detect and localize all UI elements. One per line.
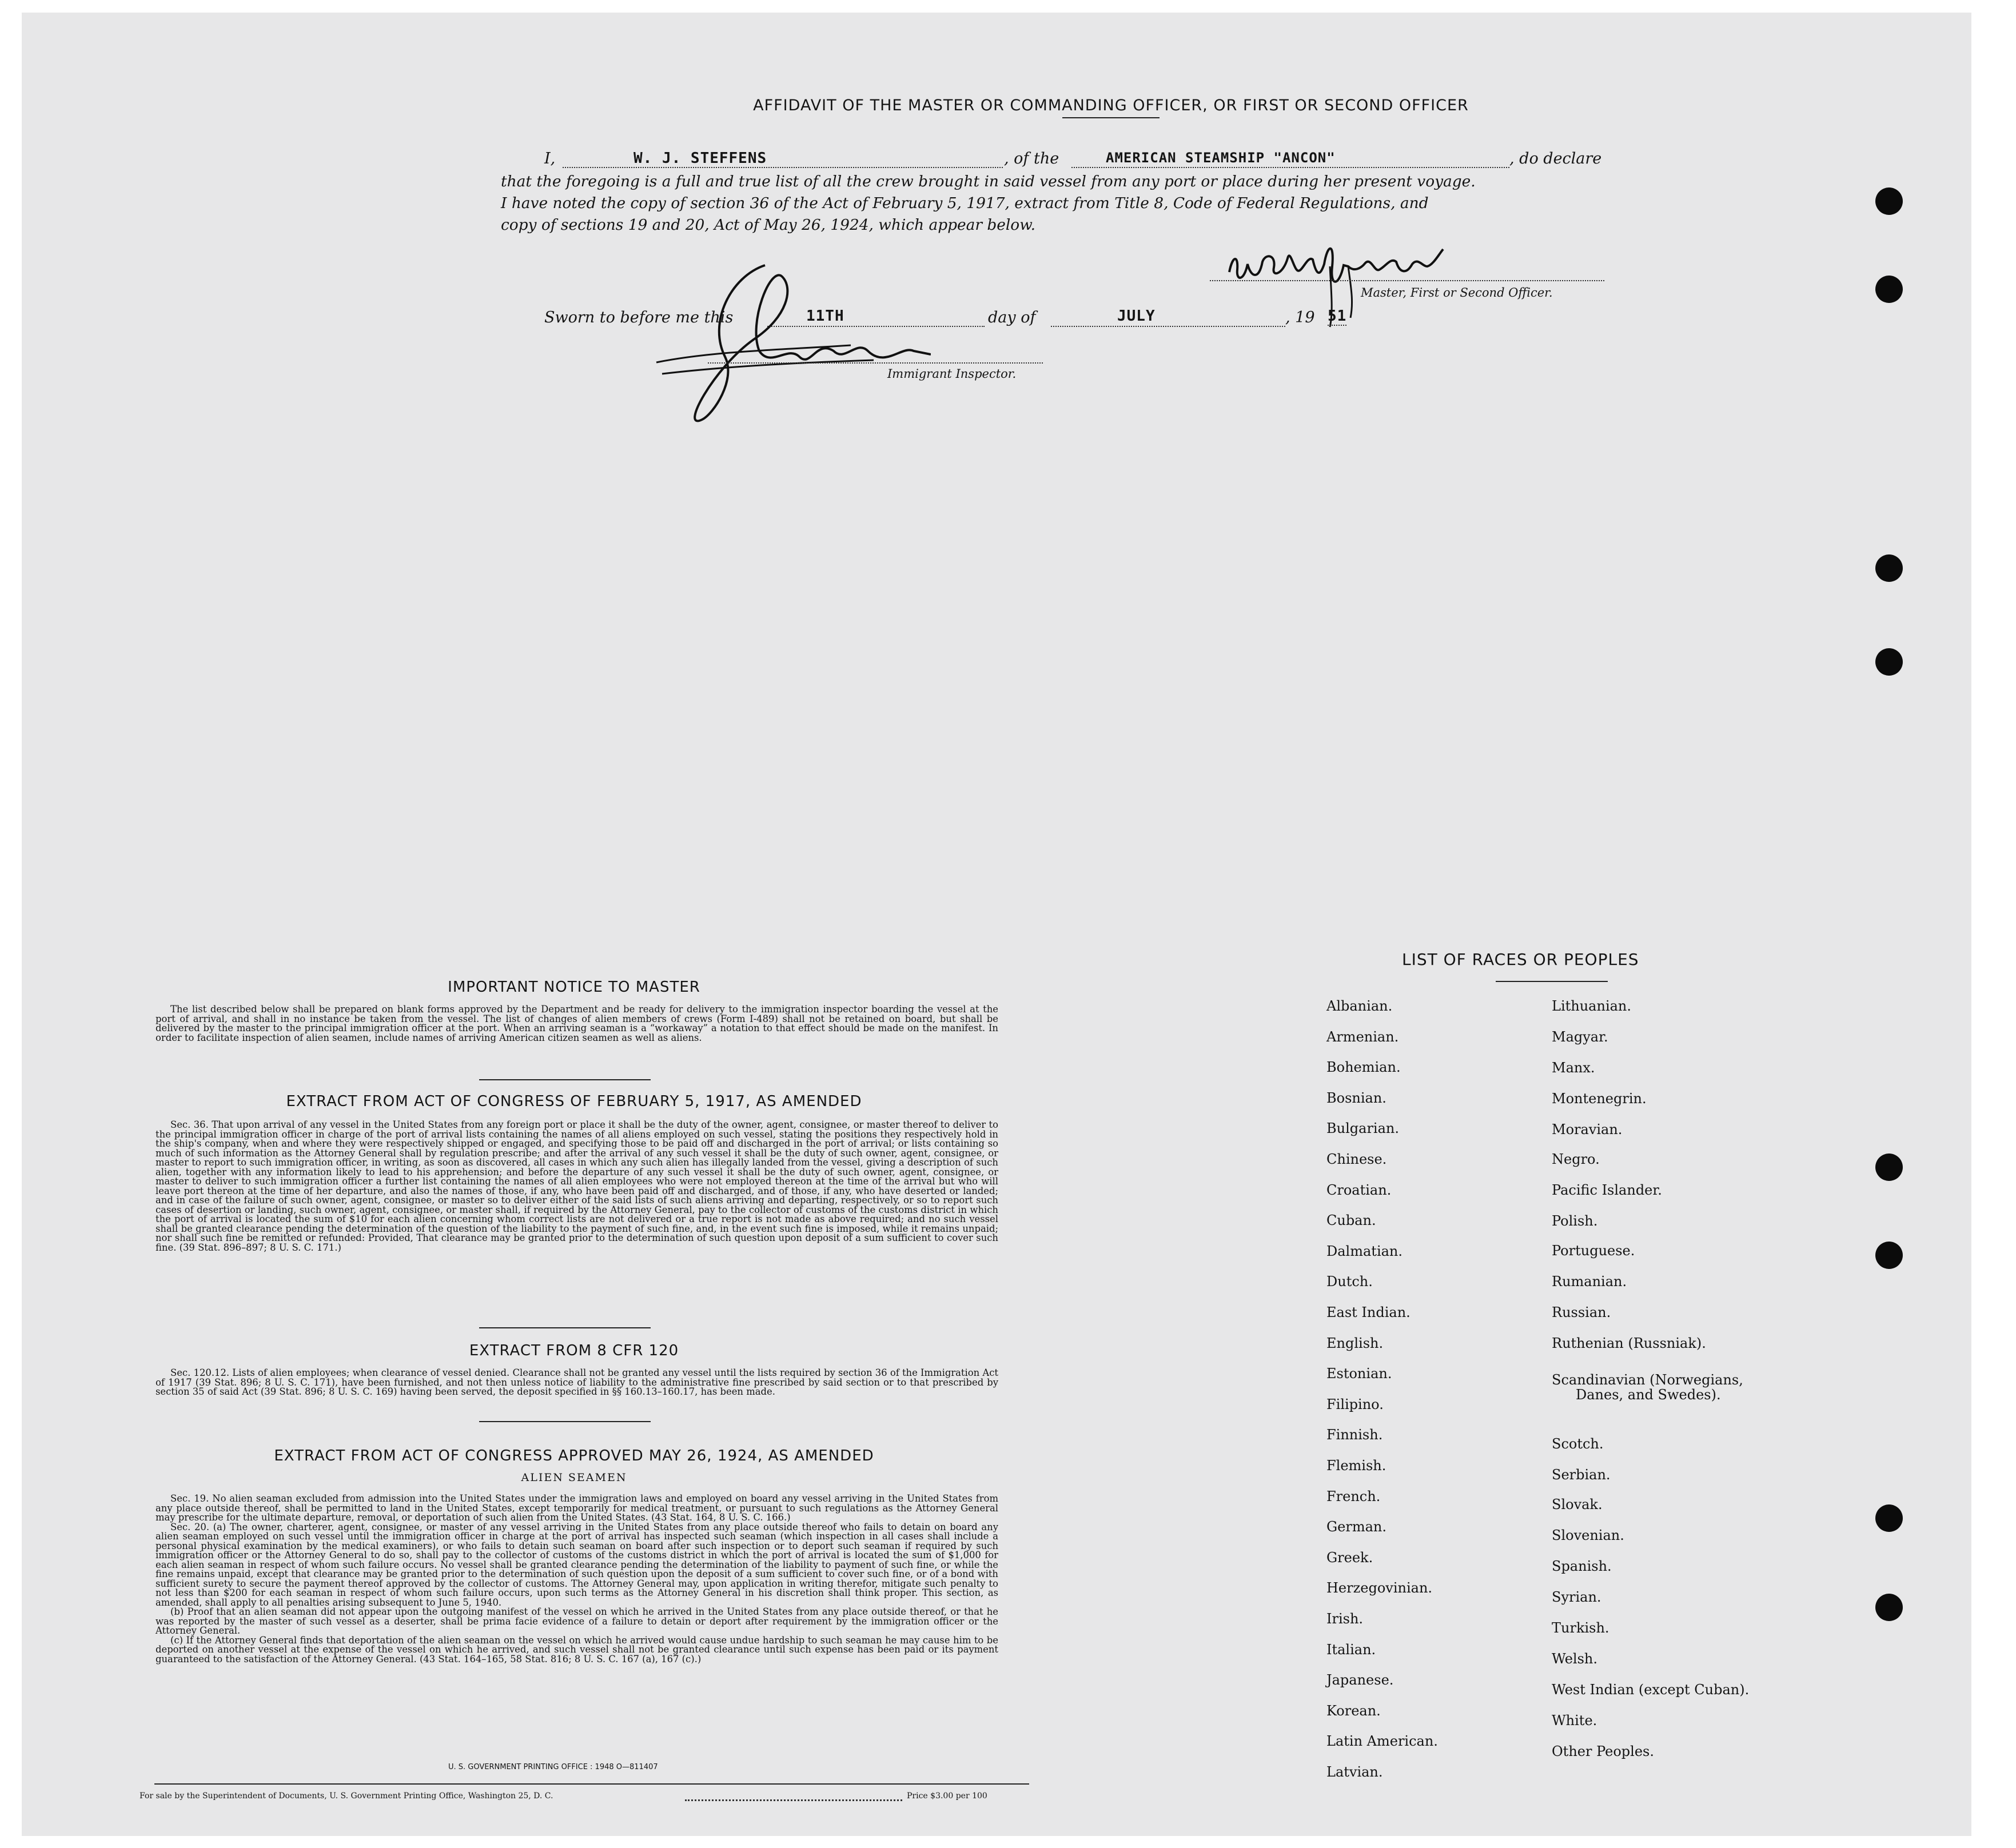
race-left-item-4: Bulgarian.	[1326, 1120, 1399, 1137]
race-right-item-9: Rumanian.	[1552, 1274, 1627, 1290]
extract-1924-title: EXTRACT FROM ACT OF CONGRESS APPROVED MAY 26, 1924, AS AMENDED	[274, 1447, 874, 1464]
sec-20b-paragraph: (b) Proof that an alien seaman did not appear upon the outgoing manifest of the vessel on which he arrived in the United States from any place outside thereof, or that he was reported by the master of such vessel as a deserter, shall be prima facie evidence of a failure to detain or deport after requirement by the immigration officer or the Attorney General.	[156, 1606, 998, 1636]
punch-hole	[1875, 648, 1903, 676]
race-right-item-16: Slovak.	[1552, 1496, 1603, 1512]
race-left-item-10: East Indian.	[1326, 1304, 1411, 1320]
affidavit-title: AFFIDAVIT OF THE MASTER OR COMMANDING OFFICER, OR FIRST OR SECOND OFFICER	[753, 97, 1469, 114]
race-left-item-24: Latin American.	[1326, 1733, 1438, 1750]
extract-1924-text	[156, 1494, 998, 1664]
day-of-label: day of	[988, 309, 1036, 326]
section-rule	[479, 1079, 651, 1080]
extract-cfr-title: EXTRACT FROM 8 CFR 120	[469, 1342, 679, 1359]
section-rule	[479, 1327, 651, 1328]
race-left-item-1: Armenian.	[1326, 1028, 1399, 1045]
price-notice: Price $3.00 per 100	[907, 1791, 987, 1801]
race-left-item-3: Bosnian.	[1326, 1089, 1387, 1106]
form-sheet	[22, 13, 1971, 1836]
extract-1917-title: EXTRACT FROM ACT OF CONGRESS OF FEBRUARY 5, 1917, AS AMENDED	[286, 1093, 862, 1110]
sec-36-paragraph: Sec. 36. That upon arrival of any vessel in the United States from any foreign port or place it shall be the duty of the owner, agent, consignee, or master thereof to deliver to the principal immigration officer in charge of the port of arrival lists containing the names of all aliens employed on such vessel, stating the positions they respectively hold in the ship's company, when and where they were respectively shipped or engaged, and specifying those to be paid off and discharged in the port of arrival; or lists containing so much of such information as the Attorney General shall by regulation prescribe; and after the arrival of any such vessel it shall be the duty of such owner, agent, consignee, or master to report to such immigration officer, in writing, as soon as discovered, all cases in which any such alien has illegally landed from the vessel, giving a description of such alien, together with any information likely to lead to his apprehension; and before the departure of any such vessel it shall be the duty of such owner, agent, consignee, or master to deliver to such immigration officer a further list containing the names of all alien employees who were not employed thereon at the time of the arrival but who will leave port thereon at the time of her departure, and also the names of those, if any, who have been paid off and discharged, and of those, if any, who have deserted or landed; and in case of the failure of such owner, agent, consignee, or master so to deliver either of the said lists of such aliens arriving and departing, respectively, or so to report such cases of desertion or landing, such owner, agent, consignee, or master shall, if required by the Attorney General, pay to the collector of customs of the customs district in which the port of arrival is located the sum of $10 for each alien concerning whom correct lists are not delivered or a true report is not made as above required; and no such vessel shall be granted clearance pending the determination of the question of the liability to the payment of such fine, and, in the event such fine is imposed, while it remains unpaid; nor shall such fine be remitted or refunded: Provided, That clearance may be granted prior to the determination of such question upon deposit of a sum sufficient to cover such fine. (39 Stat. 896–897; 8 U. S. C. 171.)	[156, 1119, 998, 1253]
race-right-item-24: Other Peoples.	[1552, 1743, 1654, 1759]
races-title: LIST OF RACES OR PEOPLES	[1402, 950, 1639, 969]
i-label: I,	[544, 150, 556, 167]
race-right-item-18: Spanish.	[1552, 1558, 1612, 1574]
race-right-item-14: Scotch.	[1552, 1436, 1604, 1452]
punch-hole	[1875, 1242, 1903, 1269]
race-left-item-6: Croatian.	[1326, 1182, 1392, 1198]
race-left-item-22: Japanese.	[1326, 1672, 1394, 1689]
race-right-item-0: Lithuanian.	[1552, 998, 1632, 1014]
section-rule	[479, 1421, 651, 1422]
race-right-item-3: Montenegrin.	[1552, 1091, 1647, 1107]
race-left-item-19: Herzegovinian.	[1326, 1580, 1433, 1596]
sec-19-paragraph: Sec. 19. No alien seaman excluded from admission into the United States under the immigration laws and employed on board any vessel arriving in the United States from any place outside thereof, shall be permitted to land in the United States, except temporarily for medical treatment, or pursuant to such regulations as the Attorney General may prescribe for the ultimate departure, removal, or deportation of such alien from the United States. (43 Stat. 164, 8 U. S. C. 166.)	[156, 1493, 998, 1523]
sworn-month-line	[1051, 309, 1285, 327]
master-signature-line	[1210, 263, 1604, 281]
master-name-line	[563, 150, 1003, 168]
inspector-caption: Immigrant Inspector.	[887, 367, 1017, 381]
do-declare-label: , do declare	[1509, 150, 1602, 167]
master-caption: Master, First or Second Officer.	[1361, 286, 1553, 300]
race-left-item-13: Filipino.	[1326, 1396, 1384, 1412]
races-rule	[1496, 981, 1608, 982]
sec-20c-paragraph: (c) If the Attorney General finds that deportation of the alien seaman on the vessel on which he arrived would cause undue hardship to such seaman he may cause him to be deported on another vessel at the expense of the vessel on which he arrived, and such vessel shall not be granted clearance until such expense has been paid or its payment guaranteed to the satisfaction of the Attorney General. (43 Stat. 164–165, 58 Stat. 816; 8 U. S. C. 167 (a), 167 (c).)	[156, 1634, 998, 1665]
punch-hole	[1875, 554, 1903, 582]
race-right-item-10: Russian.	[1552, 1304, 1611, 1320]
race-left-item-14: Finnish.	[1326, 1427, 1383, 1443]
extract-cfr-text	[156, 1368, 998, 1397]
sworn-month-field: JULY	[1117, 308, 1156, 325]
notice-text	[156, 1005, 998, 1043]
race-right-item-12: Scandinavian (Norwegians,	[1552, 1372, 1743, 1388]
race-left-item-8: Dalmatian.	[1326, 1243, 1403, 1259]
race-right-item-23: White.	[1552, 1713, 1597, 1729]
punch-hole	[1875, 1153, 1903, 1181]
race-left-item-0: Albanian.	[1326, 998, 1393, 1014]
race-right-item-5: Negro.	[1552, 1151, 1600, 1167]
vessel-field: AMERICAN STEAMSHIP "ANCON"	[1106, 150, 1336, 166]
race-left-item-18: Greek.	[1326, 1549, 1373, 1566]
race-right-item-1: Magyar.	[1552, 1029, 1608, 1045]
sworn-day-field: 11TH	[806, 308, 844, 325]
race-right-item-20: Turkish.	[1552, 1620, 1609, 1636]
extract-1917-text	[156, 1120, 998, 1252]
race-right-item-13: Danes, and Swedes).	[1576, 1387, 1721, 1403]
title-rule	[1062, 117, 1160, 118]
race-left-item-5: Chinese.	[1326, 1151, 1387, 1167]
year-prefix: , 19	[1285, 309, 1315, 326]
sec-120-paragraph: Sec. 120.12. Lists of alien employees; when clearance of vessel denied. Clearance shall not be granted any vessel until the lists required by section 36 of the Immigration Act of 1917 (39 Stat. 896; 8 U. S. C. 171), have been furnished, and not then unless notice of liability to the administrative fine prescribed by said section or to that prescribed by section 35 of said Act (39 Stat. 896; 8 U. S. C. 169) having been served, the deposit specified in §§ 160.13–160.17, has been made.	[156, 1367, 998, 1397]
race-left-item-16: French.	[1326, 1488, 1381, 1504]
punch-hole	[1875, 1504, 1903, 1532]
declaration-line-4: copy of sections 19 and 20, Act of May 26, 1924, which appear below.	[501, 216, 1036, 234]
race-left-item-2: Bohemian.	[1326, 1059, 1401, 1076]
of-the-label: , of the	[1004, 150, 1059, 167]
race-left-item-20: Irish.	[1326, 1611, 1364, 1627]
race-left-item-21: Italian.	[1326, 1641, 1376, 1658]
inspector-signature-line	[708, 345, 1043, 364]
race-left-item-9: Dutch.	[1326, 1274, 1373, 1290]
race-right-item-17: Slovenian.	[1552, 1527, 1624, 1543]
alien-seamen-subtitle: ALIEN SEAMEN	[521, 1471, 627, 1484]
punch-hole	[1875, 187, 1903, 215]
footer-rule	[154, 1783, 1029, 1785]
declaration-line-3: I have noted the copy of section 36 of the Act of February 5, 1917, extract from Title 8, Code of Federal Regulations, and	[501, 194, 1429, 212]
race-left-item-11: English.	[1326, 1335, 1384, 1351]
race-left-item-15: Flemish.	[1326, 1458, 1387, 1474]
race-right-item-22: West Indian (except Cuban).	[1552, 1682, 1750, 1698]
race-right-item-2: Manx.	[1552, 1060, 1595, 1076]
year-field: 51	[1328, 308, 1347, 325]
punch-hole	[1875, 276, 1903, 303]
race-right-item-19: Syrian.	[1552, 1589, 1601, 1605]
sec-20a-paragraph: Sec. 20. (a) The owner, charterer, agent, consignee, or master of any vessel arriving in the United States from any place outside thereof who fails to detain on board any alien seaman employed on such vessel until the immigration officer in charge at the port of arrival has inspected such seaman (which inspection in all cases shall include a personal physical examination by the medical examiners), or who fails to detain such seaman on board after such inspection or to deport such seaman if required by such immigration officer or the Attorney General to do so, shall pay to the collector of customs of the customs district in which the port of arrival is located the sum of $1,000 for each alien seaman in respect of whom such failure occurs. No vessel shall be granted clearance pending the determination of the liability to payment of such fine, or while the fine remains unpaid, except that clearance may be granted prior to the determination of such question upon the deposit of a sum sufficient to cover such fine, or of a bond with sufficient surety to secure the payment thereof approved by the collector of customs. The Attorney General may, upon application in writing therefor, mitigate such penalty to not less than $200 for each seaman in respect of whom such failure occurs, upon such terms as the Attorney General in his discretion shall think proper. This section, as amended, shall apply to all penalties arising subsequent to June 5, 1940.	[156, 1521, 998, 1608]
race-left-item-12: Estonian.	[1326, 1366, 1392, 1382]
race-left-item-17: German.	[1326, 1519, 1387, 1535]
race-right-item-6: Pacific Islander.	[1552, 1182, 1662, 1198]
race-left-item-25: Latvian.	[1326, 1764, 1383, 1780]
race-right-item-21: Welsh.	[1552, 1651, 1597, 1667]
race-left-item-23: Korean.	[1326, 1702, 1381, 1719]
race-right-item-7: Polish.	[1552, 1213, 1598, 1229]
leader-dots	[685, 1799, 902, 1801]
race-right-item-8: Portuguese.	[1552, 1243, 1635, 1259]
punch-hole	[1875, 1594, 1903, 1621]
race-right-item-15: Serbian.	[1552, 1467, 1611, 1483]
master-name-field: W. J. STEFFENS	[634, 150, 767, 167]
gpo-imprint: U. S. GOVERNMENT PRINTING OFFICE : 1948 O—811407	[448, 1763, 658, 1771]
race-right-item-4: Moravian.	[1552, 1121, 1623, 1137]
notice-title: IMPORTANT NOTICE TO MASTER	[448, 979, 700, 996]
sworn-label: Sworn to before me this	[544, 309, 734, 326]
notice-paragraph: The list described below shall be prepared on blank forms approved by the Department and be ready for delivery to the immigration inspector boarding the vessel at the port of arrival, and shall in no instance be taken from the vessel. The list of changes of alien members of crews (Form I-489) shall not be retained on board, but shall be delivered by the master to the principal immigration officer at the port. When an arriving seaman is a “workaway” a notation to that effect should be made on the manifest. In order to facilitate inspection of alien seamen, include names of arriving American citizen seamen as well as aliens.	[156, 1004, 998, 1043]
race-right-item-11: Ruthenian (Russniak).	[1552, 1335, 1706, 1351]
declaration-line-2: that the foregoing is a full and true list of all the crew brought in said vessel from any port or place during her present voyage.	[501, 173, 1476, 190]
sale-notice: For sale by the Superintendent of Documents, U. S. Government Printing Office, Washington 25, D. C.	[140, 1791, 553, 1801]
race-left-item-7: Cuban.	[1326, 1212, 1376, 1229]
